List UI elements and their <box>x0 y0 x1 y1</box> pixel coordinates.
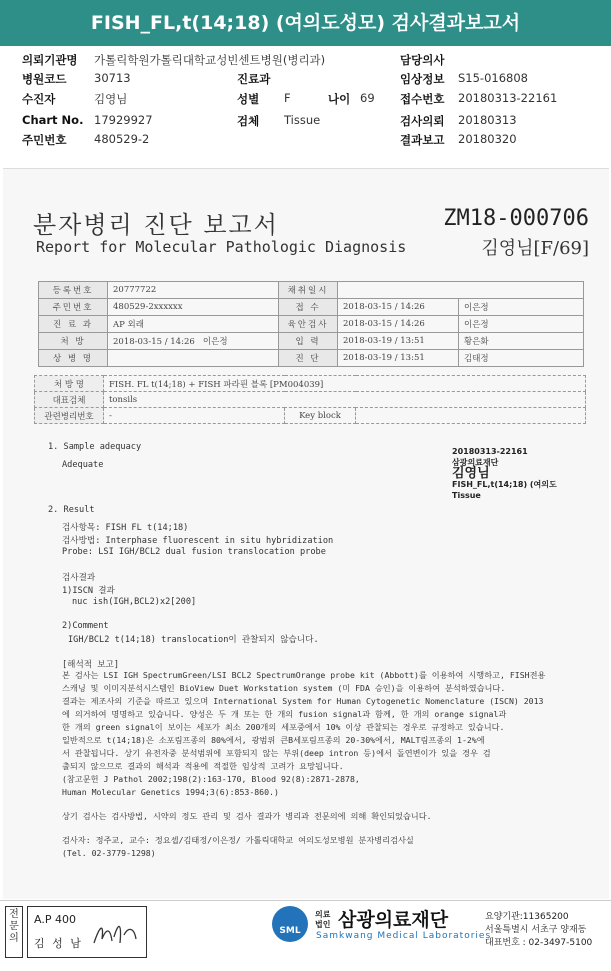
receipt-label: 접수번호 <box>400 92 445 106</box>
hospital-code-label: 병원코드 <box>22 72 67 86</box>
table-label: 처 방 <box>39 333 108 350</box>
chart-value: 17929927 <box>94 113 153 127</box>
result-line: 1)ISCN 결과 <box>62 586 115 596</box>
institution-label: 의뢰기관명 <box>22 53 78 67</box>
table-value: - <box>104 408 285 424</box>
table-value: AP 외래 <box>108 316 279 333</box>
stamp-specimen: Tissue <box>452 491 481 500</box>
order-by: 이은정 <box>202 337 228 347</box>
table-row <box>39 316 584 333</box>
age-label: 나이 <box>328 92 351 106</box>
table-value: 2018-03-15 / 14:26 <box>338 299 459 316</box>
report-title: FISH_FL,t(14;18) (여의도성모) 검사결과보고서 <box>90 12 521 34</box>
table-label: 관련병리번호 <box>35 408 104 424</box>
comment-line: [해석적 보고] <box>62 660 120 670</box>
ap-number: A.P 400 <box>34 913 76 926</box>
table-label: 육안검사 <box>279 316 338 333</box>
sex-label: 성별 <box>237 92 260 106</box>
report-patient: 김영님[F/69] <box>481 238 589 259</box>
org-name: 삼광의료재단 <box>338 909 449 931</box>
specimen-value: Tissue <box>284 113 321 127</box>
request-value: 20180313 <box>458 113 517 127</box>
prescription-table <box>34 375 586 424</box>
dept-label: 진료과 <box>237 72 271 86</box>
table-label: 입 력 <box>279 333 338 350</box>
report-value: 20180320 <box>458 132 517 146</box>
table-label: 접 수 <box>279 299 338 316</box>
comment-line: Human Molecular Genetics 1994;3(6):853-860.) <box>62 787 279 797</box>
result-line: Probe: LSI IGH/BCL2 dual fusion translocation probe <box>62 547 326 557</box>
table-value: 2018-03-15 / 14:26 <box>338 316 459 333</box>
report-title-english: Report for Molecular Pathologic Diagnosis <box>36 238 407 256</box>
logo-text: SML <box>279 926 301 936</box>
table-label: 처 방 명 <box>35 376 104 392</box>
table-label: 진 료 과 <box>39 316 108 333</box>
clinical-label: 임상정보 <box>400 72 445 86</box>
table-label: 등록번호 <box>39 282 108 299</box>
table-value: 황은화 <box>459 333 584 350</box>
table-value: 2018-03-19 / 13:51 <box>338 333 459 350</box>
chart-label: Chart No. <box>22 113 84 127</box>
report-info-table <box>38 281 584 367</box>
comment-line: 상기 검사는 검사방법, 시약의 정도 관리 및 검사 결과가 병리과 전문의에 의해 확인되었습니다. <box>62 811 432 821</box>
table-label: 진 단 <box>279 350 338 367</box>
stamp-test: FISH_FL,t(14;18) (여의도 <box>452 480 557 489</box>
report-id: ZM18-000706 <box>443 206 589 231</box>
section-result: 2. Result <box>48 505 95 515</box>
doctor-name: 김 성 남 <box>34 937 83 950</box>
org-tel: 대표번호 : 02-3497-5100 <box>485 938 593 948</box>
result-line: 검사항목: FISH FL t(14;18) <box>62 523 189 533</box>
comment-line: 서 관찰됩니다. 상기 유전자중 분석범위에 포함되지 않는 부위(deep intron 등)에서 돌연변이가 있을 경우 검 <box>62 748 491 758</box>
sml-logo-icon <box>272 906 308 942</box>
sex-value: F <box>284 91 291 105</box>
table-row <box>39 282 584 299</box>
org-address: 서울특별시 서초구 양재동 <box>485 925 587 935</box>
table-row <box>39 333 584 350</box>
result-line: 2)Comment <box>62 621 109 631</box>
hospital-code-value: 30713 <box>94 71 131 85</box>
org-small-1: 의료 <box>315 910 331 919</box>
table-row <box>35 376 586 392</box>
table-value <box>108 333 279 350</box>
receipt-value: 20180313-22161 <box>458 91 558 105</box>
signature <box>90 917 140 951</box>
table-label: 상 병 명 <box>39 350 108 367</box>
stamp-name: 김영님 <box>452 466 490 481</box>
sample-value: Adequate <box>62 460 104 470</box>
table-value: tonsils <box>104 392 586 408</box>
table-value <box>108 350 279 367</box>
comment-line: 결과는 제조사의 기준을 따르고 있으며 International System for Human Cytogenetic Nomenclature (ISCN) 2013 <box>62 696 544 706</box>
report-label: 결과보고 <box>400 133 445 147</box>
org-small-2: 법인 <box>315 920 331 929</box>
table-label: Key block <box>285 408 356 424</box>
section-sample: 1. Sample adequacy <box>48 442 142 452</box>
org-english: Samkwang Medical Laboratories <box>316 931 492 941</box>
recipient-label: 수진자 <box>22 92 56 106</box>
comment-line: (참고문헌 J Pathol 2002;198(2):163-170, Blood 92(8):2871-2878, <box>62 774 360 784</box>
recipient-value: 김영님 <box>94 92 128 106</box>
org-code: 요양기관:11365200 <box>485 912 569 922</box>
result-line: 검사방법: Interphase fluorescent in situ hybridization <box>62 536 334 546</box>
comment-line: 출되지 않으므로 결과의 해석과 적용에 적절한 임상적 고려가 요망됩니다. <box>62 761 344 771</box>
comment-line: 본 검사는 LSI IGH SpectrumGreen/LSI BCL2 SpectrumOrange probe kit (Abbott)를 이용하여 시행하고, FISH전용 <box>62 670 546 680</box>
report-title-korean: 분자병리 진단 보고서 <box>33 211 279 239</box>
resident-value: 480529-2 <box>94 132 150 146</box>
table-row <box>35 392 586 408</box>
specimen-label-stamp <box>452 446 557 501</box>
specialist-label: 전문의 <box>5 906 23 958</box>
comment-line: 검사자: 정주교, 교수: 정요셉/김태정/이은정/ 가톨릭대학교 여의도성모병원 분자병리검사실 <box>62 835 414 845</box>
table-value: 이은정 <box>459 299 584 316</box>
table-value: 김태정 <box>459 350 584 367</box>
comment-line: 일반적으로 t(14;18)은 소포림프종의 80%에서, 광범위 큰B세포림프종의 20-30%에서, MALT림프종의 1-2%에 <box>62 735 485 745</box>
table-row <box>39 299 584 316</box>
table-label: 채취일시 <box>279 282 338 299</box>
result-line: nuc ish(IGH,BCL2)x2[200] <box>72 597 197 607</box>
comment-line: 스캐닝 및 이미지분석시스템인 BioView Duet Workstation system (미 FDA 승인)을 이용하여 분석하였습니다. <box>62 683 506 693</box>
age-value: 69 <box>360 91 375 105</box>
request-label: 검사의뢰 <box>400 114 445 128</box>
comment-line: (Tel. 02-3779-1298) <box>62 848 156 858</box>
clinical-value: S15-016808 <box>458 71 528 85</box>
table-row <box>35 408 586 424</box>
stamp-org: 삼광의료재단 <box>452 458 499 467</box>
report-title-bar <box>0 0 611 46</box>
table-label: 대표검체 <box>35 392 104 408</box>
table-value: FISH. FL t(14;18) + FISH 파라핀 블록 [PM004039] <box>104 376 586 392</box>
doctor-label: 담당의사 <box>400 53 445 67</box>
order-date: 2018-03-15 / 14:26 <box>113 337 195 347</box>
result-line: 검사결과 <box>62 573 96 583</box>
table-row <box>39 350 584 367</box>
table-label: 주민번호 <box>39 299 108 316</box>
comment-line: 에 의거하여 명명하고 있습니다. 양성은 두 개 또는 한 개의 fusion signal과 함께, 한 개의 orange signal과 <box>62 709 507 719</box>
institution-value: 가톨릭학원가톨릭대학교성빈센트병원(병리과) <box>94 53 326 67</box>
table-value: 2018-03-19 / 13:51 <box>338 350 459 367</box>
doctor-box <box>27 906 147 958</box>
org-small <box>315 910 330 930</box>
table-value: 20777722 <box>108 282 279 299</box>
table-value: 이은정 <box>459 316 584 333</box>
comment-line: 한 개의 green signal이 보이는 세포가 최소 200개의 세포중에서 10% 이상 관찰되는 경우로 규정하고 있습니다. <box>62 722 505 732</box>
result-line: IGH/BCL2 t(14;18) translocation이 관찰되지 않습니다. <box>68 635 319 645</box>
table-value <box>338 282 584 299</box>
resident-label: 주민번호 <box>22 133 67 147</box>
table-value: 480529-2xxxxxx <box>108 299 279 316</box>
specimen-label: 검체 <box>237 114 260 128</box>
table-value <box>356 408 586 424</box>
stamp-number: 20180313-22161 <box>452 447 528 456</box>
